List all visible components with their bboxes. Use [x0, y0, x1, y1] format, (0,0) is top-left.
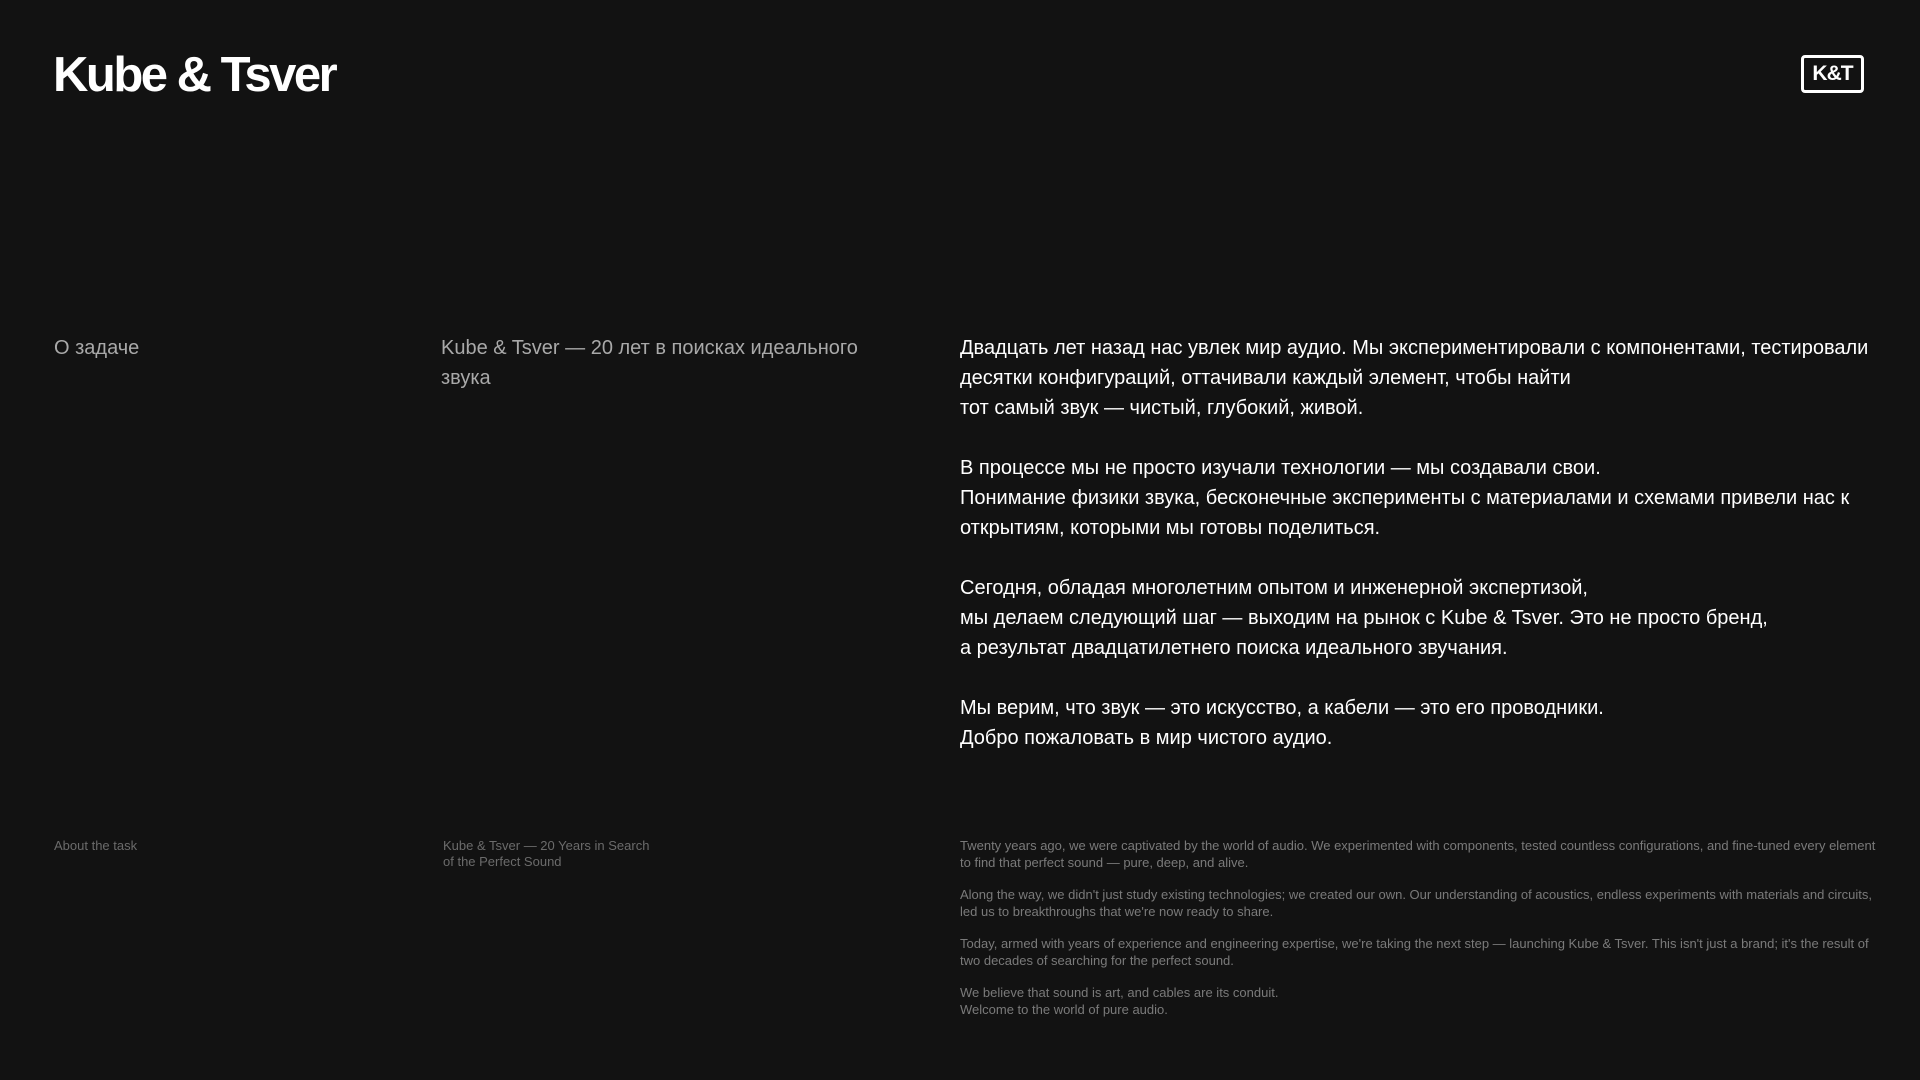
- brand-logo: Kube & Tsver: [53, 48, 336, 102]
- brand-badge-logo: K&T: [1801, 55, 1864, 93]
- body-ru-paragraph-1: Двадцать лет назад нас увлек мир аудио. Мы экспериментировали с компонентами, тестировали десятки конфигураций, оттачивали каждый элемент, чтобы найти тот самый звук — чистый, глубокий, живой.: [960, 337, 1869, 419]
- body-ru-paragraph-2: В процессе мы не просто изучали технологии — мы создавали свои. Понимание физики звука, бесконечные эксперименты с материалами и схемами привели нас к открытиям, которыми мы готовы поделиться.: [960, 457, 1850, 539]
- section-label-en: About the task: [54, 838, 138, 853]
- body-en-paragraph-4: We believe that sound is art, and cables are its conduit. Welcome to the world of pure audio.: [960, 985, 1279, 1017]
- section-body-en: [960, 838, 1880, 1034]
- section-subtitle-en: Kube & Tsver — 20 Years in Search of the Perfect Sound: [443, 838, 650, 869]
- section-body-ru: [960, 333, 1880, 783]
- body-ru-paragraph-4: Мы верим, что звук — это искусство, а кабели — это его проводники. Добро пожаловать в мир чистого аудио.: [960, 697, 1604, 749]
- body-ru-paragraph-3: Сегодня, обладая многолетним опытом и инженерной экспертизой, мы делаем следующий шаг — выходим на рынок с Kube & Tsver. Это не просто бренд, а результат двадцатилетнего поиска идеального звучания.: [960, 577, 1768, 659]
- body-en-paragraph-2: Along the way, we didn't just study existing technologies; we created our own. Our understanding of acoustics, endless experiments with materials and circuits, led us to breakthroughs that we're now ready to share.: [960, 887, 1872, 919]
- body-en-paragraph-3: Today, armed with years of experience and engineering expertise, we're taking the next step — launching Kube & Tsver. This isn't just a brand; it's the result of two decades of searching for the perfect sound.: [960, 936, 1869, 968]
- body-en-paragraph-1: Twenty years ago, we were captivated by the world of audio. We experimented with components, tested countless configurations, and fine-tuned every element to find that perfect sound — pure, deep, and alive.: [960, 838, 1876, 870]
- section-subtitle-ru: Kube & Tsver — 20 лет в поисках идеального звука: [441, 337, 858, 389]
- section-label-ru: О задаче: [54, 337, 140, 359]
